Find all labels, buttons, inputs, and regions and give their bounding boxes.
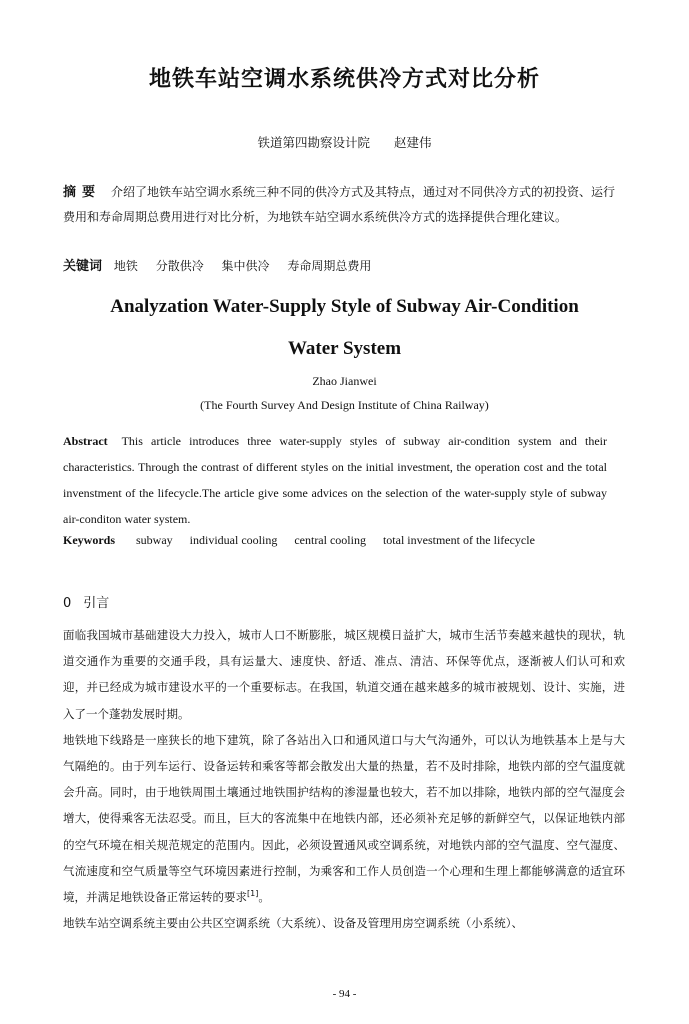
chinese-keywords [63, 255, 385, 274]
paragraph-1: 面临我国城市基础建设大力投入，城市人口不断膨胀，城区规模日益扩大，城市生活节奏越来越快的现状，轨道交通作为重要的交通手段，具有运量大、速度快、舒适、准点、清洁、环保等优点，逐渐被人们认可和欢迎，并已经成为城市建设水平的一个重要标志。在我国，轨道交通在越来越多的城市被规划、设计、实施，进入了一个蓬勃发展时期。 [63, 628, 625, 721]
citation-ref: [1] [247, 889, 259, 899]
author-organization: 铁道第四勘察设计院 [257, 135, 370, 150]
page-number: - 94 - [332, 988, 357, 1000]
section-heading [63, 592, 109, 611]
body-text [63, 622, 625, 936]
paragraph-2-end: 。 [258, 890, 270, 905]
english-keywords-label: Keywords [63, 533, 115, 547]
keyword: 寿命周期总费用 [287, 259, 372, 273]
english-keyword: central cooling [294, 533, 366, 547]
english-affiliation: (The Fourth Survey And Design Institute of China Railway) [200, 398, 489, 412]
english-abstract [63, 428, 607, 532]
keyword: 集中供冷 [221, 259, 270, 273]
english-title-line-2: Water System [287, 338, 402, 359]
paragraph-3: 地铁车站空调系统主要由公共区空调系统（大系统）、设备及管理用房空调系统（小系统）、 [63, 916, 523, 931]
paragraph-2 [63, 727, 625, 910]
english-author: Zhao Jianwei [312, 374, 377, 388]
section-number: 0 [63, 596, 72, 611]
keyword: 分散供冷 [155, 259, 204, 273]
english-abstract-label: Abstract [63, 434, 108, 448]
english-keyword: total investment of the lifecycle [382, 533, 535, 547]
english-title-line-1: Analyzation Water-Supply Style of Subway Air-Condition [110, 296, 579, 317]
english-abstract-text: This article introduces three water-supply styles of subway air-condition system and their characteristics. Through the contrast of different styles on the initial investment, the operation cost and the total invenstment of the lifecycle.The article give some advices on the selection of the water-supply style of subway air-conditon water system. [63, 434, 607, 526]
keyword: 地铁 [113, 259, 138, 273]
chinese-abstract [63, 180, 623, 229]
section-title: 引言 [83, 596, 110, 611]
english-keyword: individual cooling [189, 533, 278, 547]
english-keyword: subway [136, 533, 173, 547]
paragraph-2-text: 地铁地下线路是一座狭长的地下建筑，除了各站出入口和通风道口与大气沟通外，可以认为地铁基本上是与大气隔绝的。由于列车运行、设备运转和乘客等都会散发出大量的热量，若不及时排除，地铁内部的空气温度就会升高。同时，由于地铁周围土壤通过地铁围护结构的渗湿量也较大，若不加以排除，地铁内部的空气湿度会增大，使得乘客无法忍受。而且，巨大的客流集中在地铁内部，还必须补充足够的新鲜空气，以保证地铁内部的空气环境在相关规范规定的范围内。因此，必须设置通风或空调系统，对地铁内部的空气温度、空气湿度、气流速度和空气质量等空气环境因素进行控制，为乘客和工作人员创造一个心理和生理上都能够满意的适宜环境，并满足地铁设备正常运转的要求 [63, 732, 625, 905]
keywords-label: 关键词 [63, 259, 103, 274]
abstract-label: 摘要 [63, 185, 102, 200]
author-name: 赵建伟 [394, 135, 432, 150]
english-keywords [63, 533, 549, 548]
abstract-text: 介绍了地铁车站空调水系统三种不同的供冷方式及其特点，通过对不同供冷方式的初投资、运行费用和寿命周期总费用进行对比分析，为地铁车站空调水系统供冷方式的选择提供合理化建议。 [63, 185, 616, 224]
chinese-title: 地铁车站空调水系统供冷方式对比分析 [148, 67, 540, 92]
chinese-byline [0, 133, 689, 151]
